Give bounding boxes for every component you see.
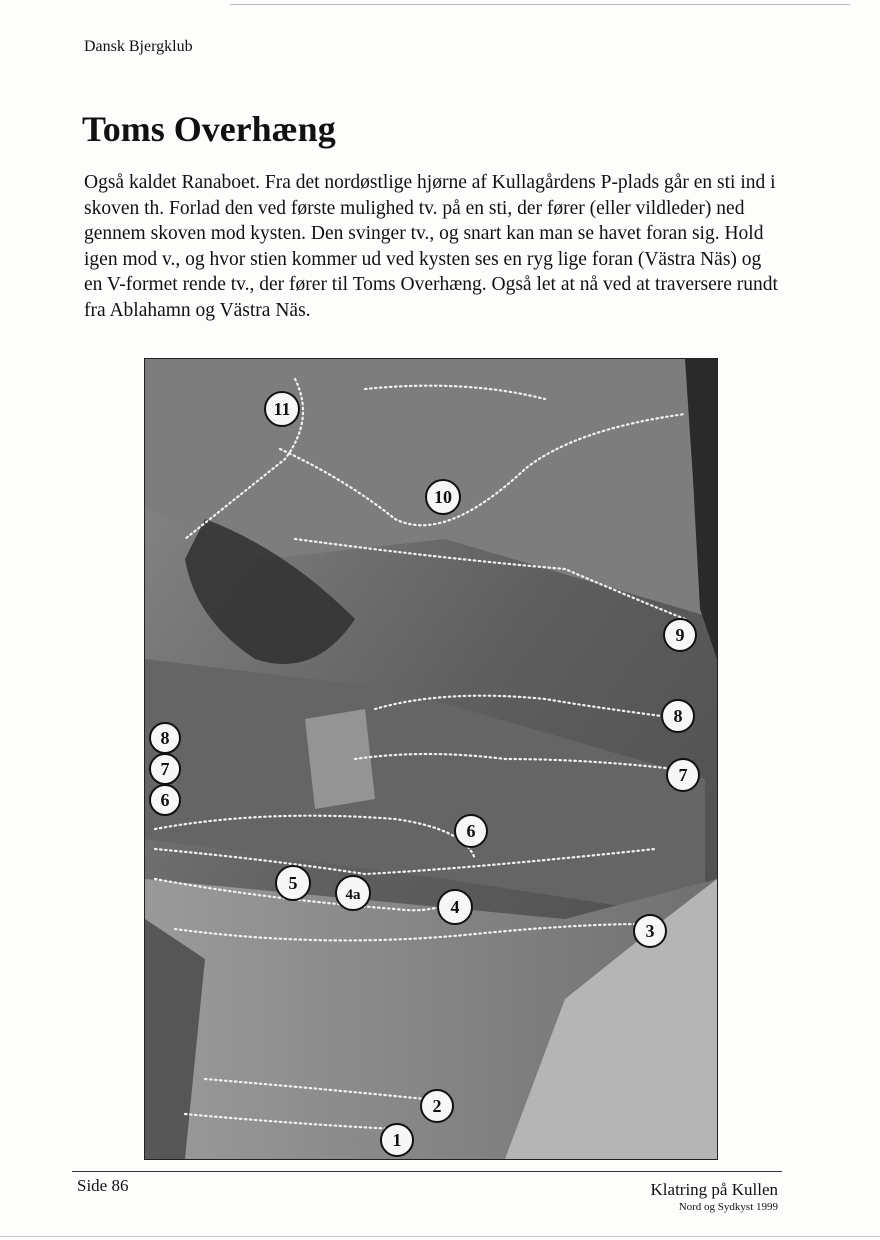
route-marker-10 <box>426 480 460 514</box>
route-topo-photo <box>144 358 718 1160</box>
book-subtitle: Nord og Sydkyst 1999 <box>678 1201 778 1213</box>
route-marker-7-right <box>667 759 699 791</box>
route-label-6-left: 6 <box>160 790 170 810</box>
route-label-9: 9 <box>675 625 685 645</box>
route-marker-2 <box>421 1090 453 1122</box>
route-label-4a: 4a <box>345 887 361 903</box>
footer-rule <box>72 1171 782 1172</box>
intro-paragraph: Også kaldet Ranaboet. Fra det nordøstlige hjørne af Kullagårdens P-plads går en sti ind i skoven th. Forlad den ved første mulighed tv. på en sti, der fører (eller vildleder) ned gennem skoven mod kysten. Den svinger tv., og snart kan man se havet foran sig. Hold igen mod v., og hvor stien kommer ud ved kysten ses en ryg lige foran (Västra Näs) og en V-formet rende tv., der fører til Toms Overhæng. Også let at nå ved at traversere rundt fra Ablahamn og Västra Näs. <box>84 172 778 321</box>
top-rule <box>230 4 850 5</box>
route-label-8-right: 8 <box>673 706 683 726</box>
rock-slab-light <box>305 709 375 809</box>
route-marker-4a <box>336 876 370 910</box>
route-marker-3 <box>634 915 666 947</box>
route-label-3: 3 <box>645 921 655 941</box>
route-marker-4 <box>438 890 472 924</box>
route-topo-svg <box>145 359 717 1159</box>
route-label-4: 4 <box>450 897 460 917</box>
route-marker-11 <box>265 392 299 426</box>
route-marker-6-left <box>150 785 180 815</box>
route-label-10: 10 <box>434 487 452 507</box>
route-marker-9 <box>664 619 696 651</box>
route-marker-8-right <box>662 700 694 732</box>
route-label-1: 1 <box>392 1130 402 1150</box>
route-label-11: 11 <box>273 399 291 419</box>
route-marker-7-left <box>150 754 180 784</box>
route-label-5: 5 <box>288 873 298 893</box>
running-header: Dansk Bjergklub <box>84 38 193 55</box>
route-marker-5 <box>276 866 310 900</box>
route-label-2: 2 <box>432 1096 442 1116</box>
page-number: Side 86 <box>77 1176 129 1195</box>
route-marker-1 <box>381 1124 413 1156</box>
page-title: Toms Overhæng <box>82 109 336 149</box>
bottom-rule <box>0 1236 880 1237</box>
route-label-6-right: 6 <box>466 821 476 841</box>
route-marker-8-left <box>150 723 180 753</box>
route-marker-6-right <box>455 815 487 847</box>
route-label-7-left: 7 <box>160 759 170 779</box>
book-title: Klatring på Kullen <box>650 1180 778 1199</box>
route-label-7-right: 7 <box>678 765 688 785</box>
route-label-8-left: 8 <box>160 728 170 748</box>
